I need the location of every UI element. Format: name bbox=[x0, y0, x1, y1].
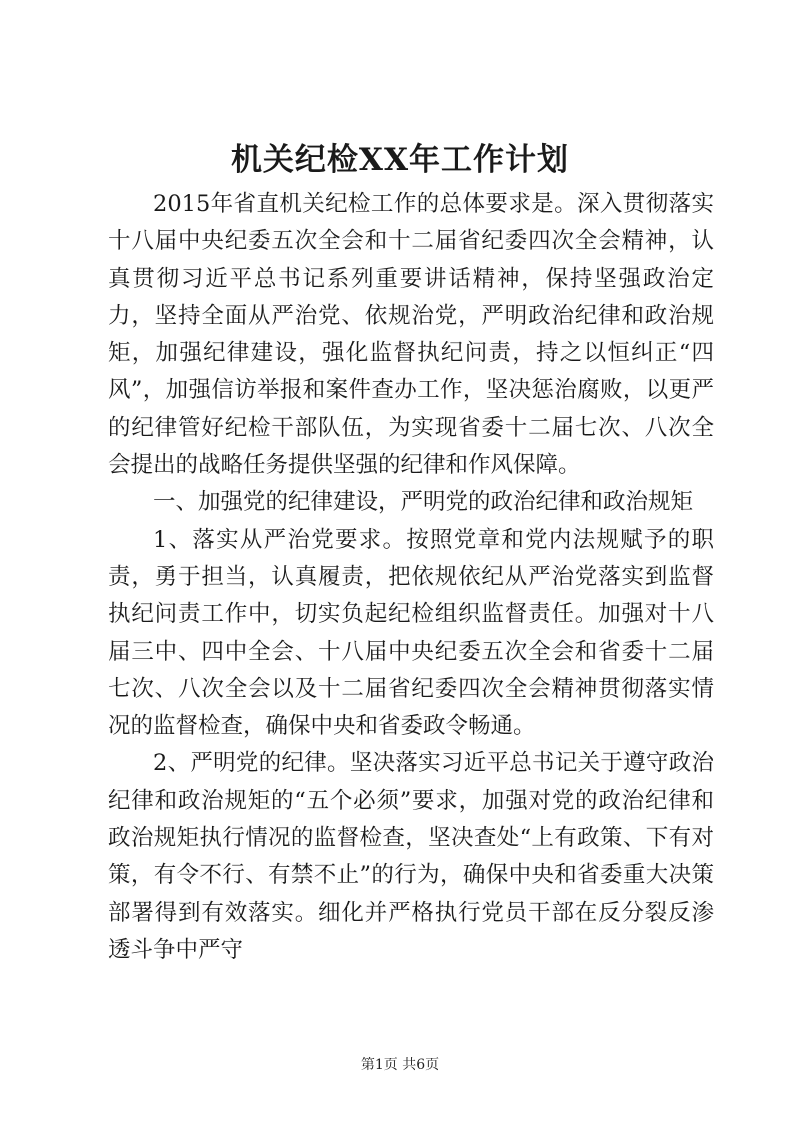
document-title: 机关纪检XX年工作计划 bbox=[230, 142, 570, 178]
section-heading-1: 一、加强党的纪律建设，严明党的政治纪律和政治规矩 bbox=[153, 489, 694, 516]
paragraph-item-2: 2、严明党的纪律。坚决落实习近平总书记关于遵守政治纪律和政治规矩的“五个必须”要求，加强对党的政治纪律和政治规矩执行情况的监督检查，坚决查处“上有政策、下有对策，有令不行、有禁不止”的行为，确保中央和省委重大决策部署得到有效落实。细化并严格执行党员干部在反分裂反渗透斗争中严守 bbox=[108, 750, 714, 963]
page-number-footer: 第1页 共6页 bbox=[360, 1057, 440, 1073]
document-body bbox=[108, 186, 714, 969]
paragraph-item-1: 1、落实从严治党要求。按照党章和党内法规赋予的职责，勇于担当，认真履责，把依规依纪从严治党落实到监督执纪问责工作中，切实负起纪检组织监督责任。加强对十八届三中、四中全会、十八届中央纪委五次全会和省委十二届七次、八次全会以及十二届省纪委四次全会精神贯彻落实情况的监督检查，确保中央和省委政令畅通。 bbox=[108, 526, 714, 740]
paragraph-intro: 2015年省直机关纪检工作的总体要求是。深入贯彻落实十八届中央纪委五次全会和十二届省纪委四次全会精神，认真贯彻习近平总书记系列重要讲话精神，保持坚强政治定力，坚持全面从严治党、依规治党，严明政治纪律和政治规矩，加强纪律建设，强化监督执纪问责，持之以恒纠正“四风”，加强信访举报和案件查办工作，坚决惩治腐败，以更严的纪律管好纪检干部队伍，为实现省委十二届七次、八次全会提出的战略任务提供坚强的纪律和作风保障。 bbox=[108, 191, 714, 479]
